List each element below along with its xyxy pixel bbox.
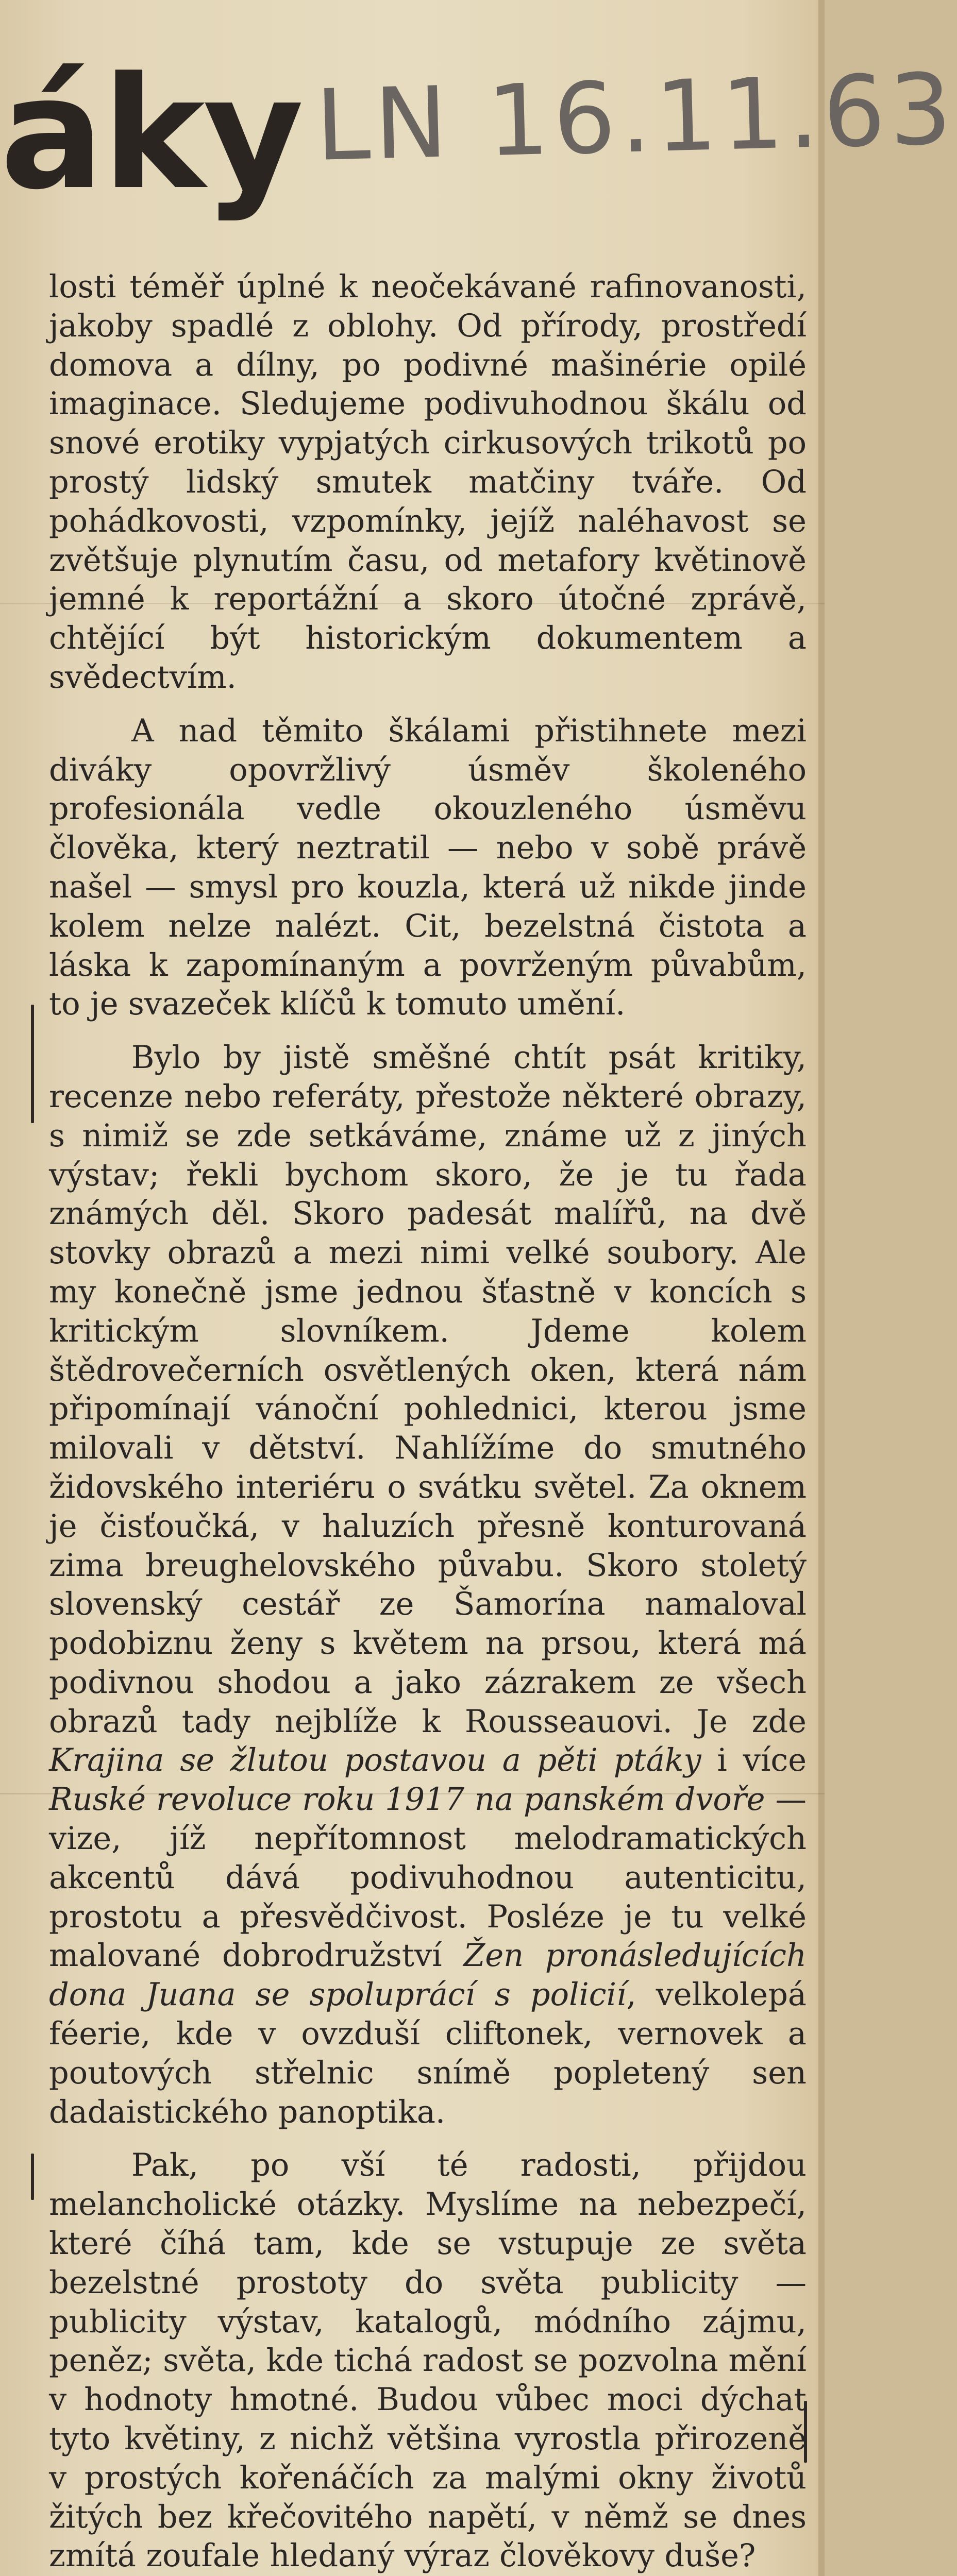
- headline-fragment: áky: [0, 44, 302, 224]
- artwork-title: Krajina se žlutou postavou a pěti ptáky: [49, 1742, 701, 1779]
- margin-mark-left: [31, 2154, 34, 2200]
- paper-edge: [818, 0, 825, 2576]
- paragraph: A nad těmito škálami přistihnete mezi diváky opovržlivý úsměv školeného profesionála vedle okouzleného úsměvu člověka, který neztratil — nebo v sobě právě našel — smysl pro kouzla, která už nikde jinde kolem nelze nalézt. Cit, bezelstná čistota a láska k zapomínaným a povrženým půvabům, to je svazeček klíčů k tomuto umění.: [49, 713, 807, 1023]
- paragraph-text: i více: [701, 1742, 807, 1779]
- paragraph-text: — vize, jíž nepřítomnost melodramatických akcentů dává podivuhodnou autenticitu, prostotu a přesvědčivost. Posléze je tu velké malované dobrodružství: [49, 1782, 807, 1974]
- paragraph-text: Bylo by jistě směšné chtít psát kritiky, recenze nebo referáty, přestože některé obrazy, s nimiž se zde setkáváme, známe už z jiných výstav; řekli bychom skoro, že je tu řada známých děl. Skoro padesát malířů, na dvě stovky obrazů a mezi nimi velké soubory. Ale my konečně jsme jednou šťastně v koncích s kritickým slovníkem. Jdeme kolem štědrovečerních osvětlených oken, která nám připomínají vánoční pohlednici, kterou jsme milovali v dětství. Nahlížíme do smutného židovského interiéru o svátku světel. Za oknem je čisťoučká, v haluzích přesně konturovaná zima breughelovského půvabu. Skoro stoletý slovenský cestář ze Šamorína namaloval podobiznu ženy s květem na prsou, která má podivnou shodou a jako zázrakem ze všech obrazů tady nejblíže k Rousseauovi. Je zde: [49, 1040, 807, 1740]
- paragraph: losti téměř úplné k neočekávané rafinovanosti, jakoby spadlé z oblohy. Od přírody, prostředí domova a dílny, po podivné mašinérie opilé imaginace. Sledujeme podivuhodnou škálu od snové erotiky vypjatých cirkusových trikotů po prostý lidský smutek matčiny tváře. Od pohádkovosti, vzpomínky, jejíž naléhavost se zvětšuje plynutím času, od metafory květinově jemné k reportážní a skoro útočné zprávě, chtějící být historickým dokumentem a svědectvím.: [49, 269, 807, 696]
- artwork-title: Ruské revoluce roku 1917 na panském dvoře: [49, 1782, 765, 1818]
- margin-mark-left: [31, 1005, 34, 1123]
- artwork-title: Žen pronásledujících dona Juana se spoluprácí s policií: [49, 1938, 807, 2013]
- handwritten-date-annotation: LN 16.11.63: [314, 52, 957, 183]
- paragraph-text: , velkolepá féerie, kde v ovzduší cliftonek, vernovek a poutových střelnic snímě popletený sen dadaistického panoptika.: [49, 1977, 807, 2130]
- paragraph: Pak, po vší té radosti, přijdou melancholické otázky. Myslíme na nebezpečí, které číhá tam, kde se vstupuje ze světa bezelstné prostoty do světa publicity — publicity výstav, katalogů, módního zájmu, peněz; světa, kde tichá radost se pozvolna mění v hodnoty hmotné. Budou vůbec moci dýchat tyto květiny, z nichž většina vyrostla přirozeně v prostých kořenáčích za malými okny životů žitých bez křečovitého napětí, v němž se dnes zmítá zoufale hledaný výraz člověkovy duše?: [49, 2147, 807, 2574]
- article-body: [49, 268, 807, 2576]
- paragraph: [49, 1039, 807, 2132]
